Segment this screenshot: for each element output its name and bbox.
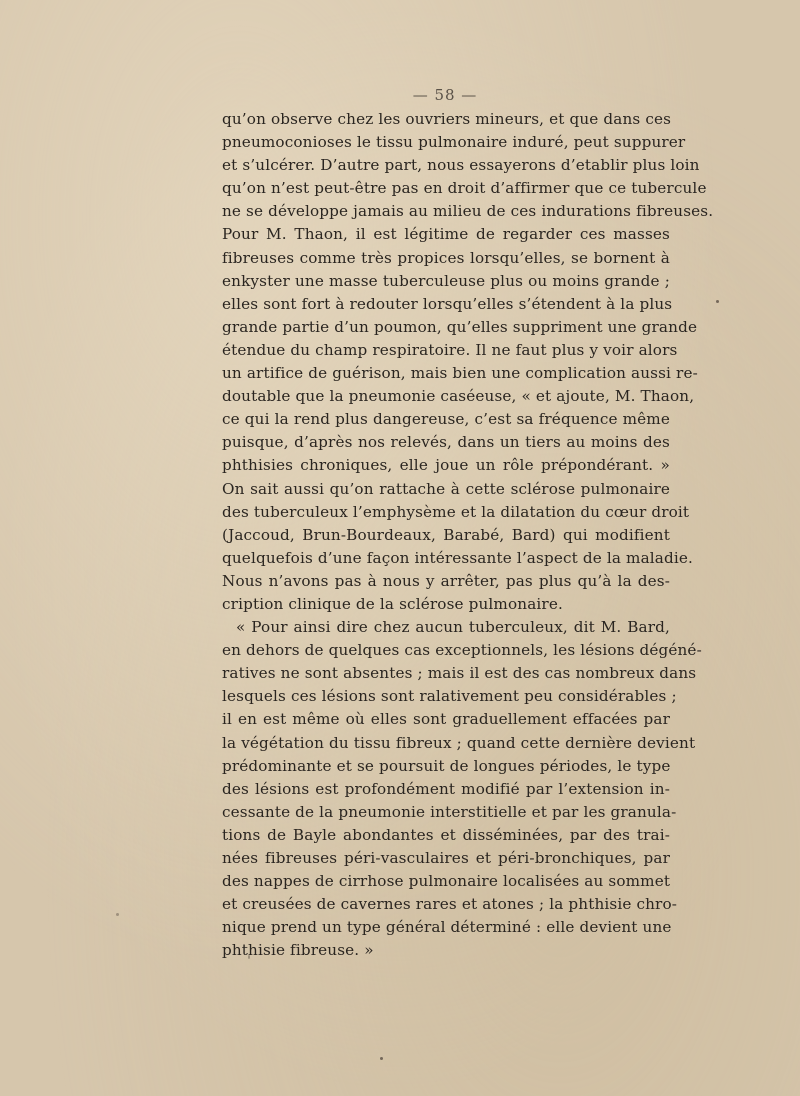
text-line: phthisie fibreuse. »: [222, 941, 374, 960]
text-line: des tuberculeux l’emphysème et la dilatation du cœur droit: [222, 502, 690, 521]
text-line: ce qui la rend plus dangereuse, c’est sa fréquence même: [222, 410, 670, 429]
text-line: un artifice de guérison, mais bien une complication aussi re-: [222, 364, 698, 383]
text-line: doutable que la pneumonie caséeuse, « et ajoute, M. Thaon,: [222, 387, 695, 406]
text-line: des lésions est profondément modifié par l’extension in-: [222, 779, 670, 798]
body-text: [222, 108, 714, 962]
text-line: des nappes de cirrhose pulmonaire localisées au sommet: [222, 872, 671, 891]
paper-speck: [380, 1057, 383, 1060]
text-line: puisque, d’après nos relevés, dans un tiers au moins des: [222, 433, 670, 452]
text-line: fibreuses comme très propices lorsqu’elles, se bornent à: [222, 248, 670, 267]
text-line: On sait aussi qu’on rattache à cette sclérose pulmonaire: [222, 479, 670, 498]
text-line: pneumoconioses le tissu pulmonaire induré, peut suppurer: [222, 133, 686, 152]
page-number: — 58 —: [412, 86, 478, 104]
text-line: quelquefois d’une façon intéressante l’aspect de la maladie.: [222, 548, 693, 567]
text-line: il en est même où elles sont graduellement effacées par: [222, 710, 670, 729]
text-line: lesquels ces lésions sont ralativement peu considérables ;: [222, 687, 677, 706]
text-line: qu’on n’est peut-être pas en droit d’affirmer que ce tubercule: [222, 179, 707, 198]
text-line: cessante de la pneumonie interstitielle et par les granula-: [222, 802, 677, 821]
text-line: nées fibreuses péri-vasculaires et péri-bronchiques, par: [222, 849, 670, 867]
text-line: Pour M. Thaon, il est légitime de regarder ces masses: [222, 225, 670, 244]
text-line: Nous n’avons pas à nous y arrêter, pas plus qu’à la des-: [222, 571, 670, 590]
text-line: et creusées de cavernes rares et atones ; la phthisie chro-: [222, 895, 678, 914]
paper-speck: [716, 300, 719, 303]
text-line: phthisies chroniques, elle joue un rôle prépondérant. »: [222, 456, 670, 475]
text-line: ratives ne sont absentes ; mais il est des cas nombreux dans: [222, 664, 697, 683]
text-line: étendue du champ respiratoire. Il ne faut plus y voir alors: [222, 340, 678, 359]
text-line: la végétation du tissu fibreux ; quand cette dernière devient: [222, 733, 696, 752]
paper-speck: [116, 913, 119, 916]
text-line: tions de Bayle abondantes et disséminées, par des trai-: [222, 825, 670, 844]
paper-speck: [248, 955, 250, 959]
text-line: et s’ulcérer. D’autre part, nous essayerons d’etablir plus loin: [222, 156, 700, 175]
text-line: cription clinique de la sclérose pulmonaire.: [222, 594, 563, 613]
text-line: qu’on observe chez les ouvriers mineurs, et que dans ces: [222, 110, 672, 128]
text-line: nique prend un type général déterminé : elle devient une: [222, 918, 672, 937]
text-line: ne se développe jamais au milieu de ces indurations fibreuses.: [222, 202, 714, 221]
text-line: prédominante et se poursuit de longues périodes, le type: [222, 756, 671, 775]
text-line: « Pour ainsi dire chez aucun tuberculeux, dit M. Bard,: [236, 618, 670, 637]
text-line: (Jaccoud, Brun-Bourdeaux, Barabé, Bard) qui modifient: [222, 525, 670, 544]
text-line: enkyster une masse tuberculeuse plus ou moins grande ;: [222, 271, 670, 290]
text-line: grande partie d’un poumon, qu’elles suppriment une grande: [222, 317, 698, 336]
text-line: elles sont fort à redouter lorsqu’elles s’étendent à la plus: [222, 294, 673, 313]
text-line: en dehors de quelques cas exceptionnels, les lésions dégéné-: [222, 641, 702, 660]
